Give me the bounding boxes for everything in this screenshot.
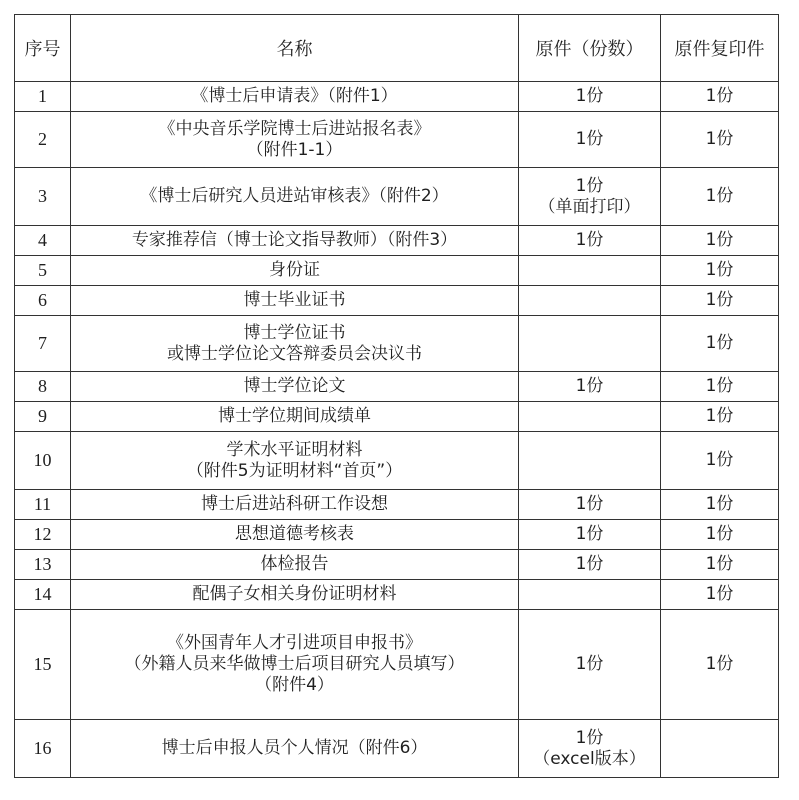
- cell-copy: 1份: [661, 402, 779, 432]
- cell-original: 1份 （单面打印）: [519, 168, 661, 226]
- cell-no: 15: [15, 610, 71, 720]
- table-row: [15, 610, 779, 720]
- cell-original: 1份: [519, 490, 661, 520]
- table-row: [15, 226, 779, 256]
- cell-copy: 1份: [661, 112, 779, 168]
- cell-original: [519, 432, 661, 490]
- cell-copy: 1份: [661, 550, 779, 580]
- cell-name: 博士学位论文: [71, 372, 519, 402]
- cell-name: 学术水平证明材料 （附件5为证明材料“首页”）: [71, 432, 519, 490]
- cell-copy: 1份: [661, 432, 779, 490]
- table-row: [15, 720, 779, 778]
- header-name: 名称: [71, 15, 519, 82]
- cell-original: 1份: [519, 82, 661, 112]
- cell-name: 专家推荐信（博士论文指导教师）（附件3）: [71, 226, 519, 256]
- cell-original: 1份: [519, 226, 661, 256]
- cell-no: 9: [15, 402, 71, 432]
- cell-original: [519, 402, 661, 432]
- table-row: [15, 490, 779, 520]
- table-row: [15, 256, 779, 286]
- cell-original: [519, 286, 661, 316]
- cell-copy: 1份: [661, 82, 779, 112]
- cell-copy: 1份: [661, 490, 779, 520]
- cell-original: 1份 （excel版本）: [519, 720, 661, 778]
- cell-copy: 1份: [661, 286, 779, 316]
- table-row: [15, 432, 779, 490]
- cell-no: 7: [15, 316, 71, 372]
- cell-no: 2: [15, 112, 71, 168]
- header-no: 序号: [15, 15, 71, 82]
- header-copy: 原件复印件: [661, 15, 779, 82]
- table-row: [15, 402, 779, 432]
- table-header-row: [15, 15, 779, 82]
- cell-copy: 1份: [661, 256, 779, 286]
- cell-original: [519, 256, 661, 286]
- cell-original: 1份: [519, 112, 661, 168]
- cell-name: 思想道德考核表: [71, 520, 519, 550]
- cell-copy: [661, 720, 779, 778]
- table-row: [15, 168, 779, 226]
- table-row: [15, 316, 779, 372]
- cell-copy: 1份: [661, 168, 779, 226]
- cell-name: 博士学位证书 或博士学位论文答辩委员会决议书: [71, 316, 519, 372]
- cell-no: 6: [15, 286, 71, 316]
- cell-no: 10: [15, 432, 71, 490]
- table-row: [15, 286, 779, 316]
- table-row: [15, 112, 779, 168]
- cell-original: 1份: [519, 550, 661, 580]
- cell-name: 《中央音乐学院博士后进站报名表》 （附件1-1）: [71, 112, 519, 168]
- table-row: [15, 82, 779, 112]
- cell-copy: 1份: [661, 226, 779, 256]
- cell-name: 博士后申报人员个人情况（附件6）: [71, 720, 519, 778]
- cell-no: 4: [15, 226, 71, 256]
- cell-copy: 1份: [661, 610, 779, 720]
- table-row: [15, 520, 779, 550]
- materials-table: [14, 14, 779, 778]
- header-original: 原件（份数）: [519, 15, 661, 82]
- cell-no: 16: [15, 720, 71, 778]
- table-row: [15, 580, 779, 610]
- cell-no: 8: [15, 372, 71, 402]
- cell-no: 14: [15, 580, 71, 610]
- cell-copy: 1份: [661, 520, 779, 550]
- cell-no: 11: [15, 490, 71, 520]
- cell-name: 博士毕业证书: [71, 286, 519, 316]
- cell-original: [519, 580, 661, 610]
- cell-no: 13: [15, 550, 71, 580]
- cell-name: 配偶子女相关身份证明材料: [71, 580, 519, 610]
- cell-name: 《博士后研究人员进站审核表》（附件2）: [71, 168, 519, 226]
- table-row: [15, 372, 779, 402]
- cell-no: 3: [15, 168, 71, 226]
- cell-no: 5: [15, 256, 71, 286]
- cell-original: 1份: [519, 520, 661, 550]
- cell-name: 体检报告: [71, 550, 519, 580]
- cell-original: 1份: [519, 610, 661, 720]
- cell-copy: 1份: [661, 316, 779, 372]
- table-row: [15, 550, 779, 580]
- cell-original: [519, 316, 661, 372]
- cell-no: 1: [15, 82, 71, 112]
- cell-no: 12: [15, 520, 71, 550]
- cell-copy: 1份: [661, 372, 779, 402]
- cell-original: 1份: [519, 372, 661, 402]
- cell-name: 身份证: [71, 256, 519, 286]
- cell-name: 《外国青年人才引进项目申报书》 （外籍人员来华做博士后项目研究人员填写） （附件4）: [71, 610, 519, 720]
- cell-name: 博士后进站科研工作设想: [71, 490, 519, 520]
- cell-copy: 1份: [661, 580, 779, 610]
- cell-name: 博士学位期间成绩单: [71, 402, 519, 432]
- cell-name: 《博士后申请表》（附件1）: [71, 82, 519, 112]
